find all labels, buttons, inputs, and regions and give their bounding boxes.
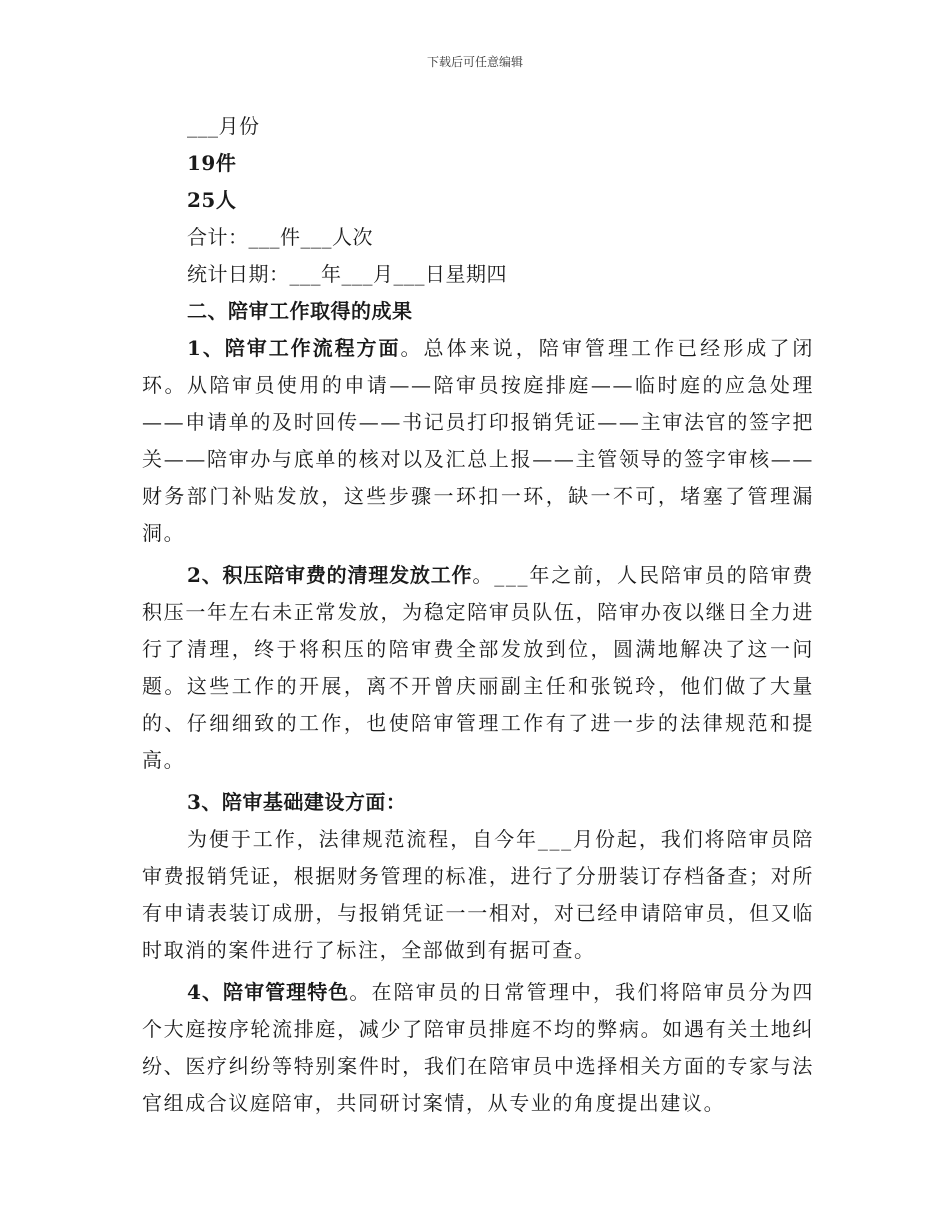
paragraph-body: 。总体来说，陪审管理工作已经形成了闭环。从陪审员使用的申请——陪审员按庭排庭——临时庭的应急处理——申请单的及时回传——书记员打印报销凭证——主审法官的签字把关——陪审办与底单的核对以及汇总上报——主管领导的签字审核——财务部门补贴发放，这些步骤一环扣一环，缺一不可，堵塞了管理漏洞。 — [142, 336, 814, 545]
paragraph-management-features — [142, 974, 814, 1122]
paragraph-body: 。___年之前，人民陪审员的陪审费积压一年左右未正常发放，为稳定陪审员队伍，陪审办夜以继日全力进行了清理，终于将积压的陪审费全部发放到位，圆满地解决了这一问题。这些工作的开展，离不开曾庆丽副主任和张锐玲，他们做了大量的、仔细细致的工作，也使陪审管理工作有了进一步的法律规范和提高。 — [142, 563, 814, 772]
people-count: 25人 — [187, 188, 237, 212]
paragraph-backlog-fees — [142, 557, 814, 779]
subheading-infrastructure: 3、陪审基础建设方面： — [187, 790, 407, 814]
paragraph-lead: 4、陪审管理特色 — [187, 980, 350, 1004]
document-body — [142, 108, 814, 1122]
total-line: 合计：___件___人次 — [187, 225, 373, 249]
statistics-date: 统计日期：___年___月___日星期四 — [187, 262, 507, 286]
paragraph-body: 。在陪审员的日常管理中，我们将陪审员分为四个大庭按序轮流排庭，减少了陪审员排庭不均的弊病。如遇有关土地纠纷、医疗纠纷等特别案件时，我们在陪审员中选择相关方面的专家与法官组成合议庭陪审，共同研讨案情，从专业的角度提出建议。 — [142, 980, 814, 1115]
section-heading: 二、陪审工作取得的成果 — [187, 299, 413, 323]
month-line: ___月份 — [187, 114, 260, 138]
paragraph-lead: 2、积压陪审费的清理发放工作 — [187, 563, 473, 587]
paragraph-workflow — [142, 330, 814, 552]
paragraph-infrastructure: 为便于工作，法律规范流程，自今年___月份起，我们将陪审员陪审费报销凭证，根据财务管理的标准，进行了分册装订存档备查；对所有申请表装订成册，与报销凭证一一相对，对已经申请陪审员，但又临时取消的案件进行了标注，全部做到有据可查。 — [142, 827, 814, 962]
cases-count: 19件 — [187, 151, 237, 175]
page-header: 下载后可任意编辑 — [426, 55, 523, 69]
paragraph-lead: 1、陪审工作流程方面 — [187, 336, 401, 360]
